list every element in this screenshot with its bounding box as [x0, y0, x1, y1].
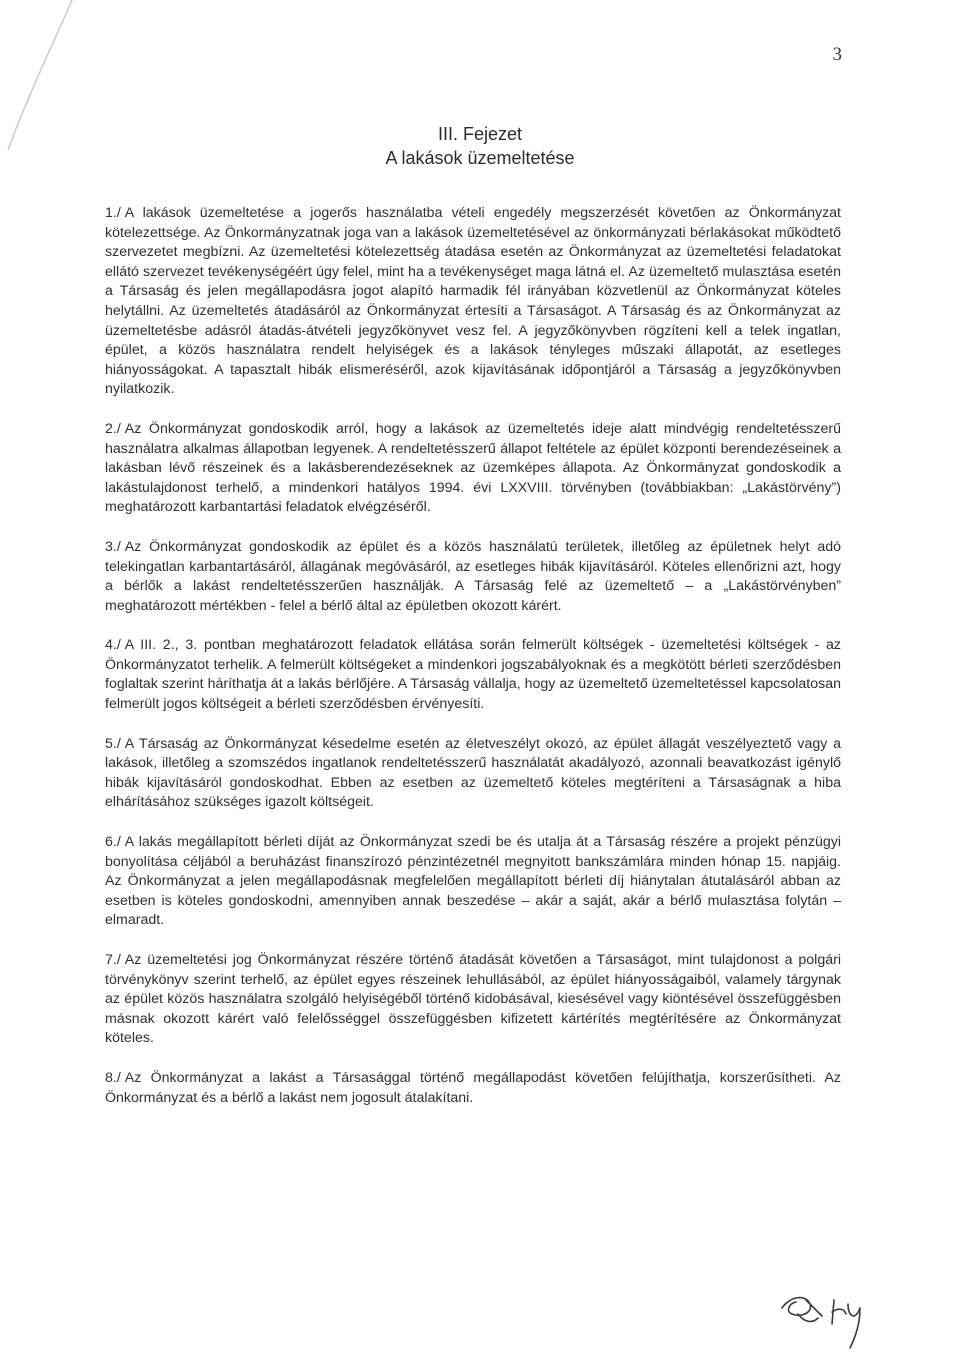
paragraph-text: A III. 2., 3. pontban meghatározott feladatok ellátása során felmerült költségek - üzemeltetési költségek - az Önkormányzatot terhelik. A felmerült költségeket a mindenkori jogszabályoknak és a megkötött bérleti szerződésben foglaltak szerint háríthatja át a lakás bérlőjére. A Társaság vállalja, hogy az üzemeltető üzemeltetéssel kapcsolatosan felmerült jogos költségeit a bérleti szerződésben érvényesíti. — [105, 637, 841, 713]
paragraph-5 — [105, 735, 841, 813]
paragraph-number: 6./ — [105, 834, 121, 851]
paragraph-number: 2./ — [105, 420, 121, 437]
paragraph-text: A lakások üzemeltetése a jogerős használatba vételi engedély megszerzését követően az Önkormányzat kötelezettsége. Az Önkormányzatnak joga van a lakások üzemeltetésével az önkormányzati bérlakásokat működtető szervezetet megbízni. Az üzemeltetési kötelezettség átadása esetén az Önkormányzat az üzemeltetési feladatokat ellátó szervezet tevékenységéért úgy felel, mint ha a tevékenységet maga látná el. Az üzemeltető mulasztása esetén a Társaság és jelen megállapodásra jogot alapító harmadik fél irányában közvetlenül az Önkormányzat köteles helytállni. Az üzemeltetés átadásáról az Önkormányzat értesíti a Társaságot. A Társaság és az Önkormányzat az üzemeltetésbe adásról átadás-átvételi jegyzőkönyvet vesz fel. A jegyzőkönyvben rögzíteni kell a telek ingatlan, épület, a közös használatra rendelt helyiségek és a lakások tényleges műszaki állapotát, az esetleges hiányosságokat. A tapasztalt hibák elismeréséről, azok kijavításának időpontjáról a Társaság a jegyzőkönyvben nyilatkozik. — [105, 205, 841, 398]
paragraph-6 — [105, 833, 841, 931]
handwritten-initials-signature — [776, 1278, 876, 1350]
chapter-heading — [0, 122, 960, 170]
paragraph-number: 7./ — [105, 952, 121, 968]
paragraph-7 — [105, 951, 841, 1049]
paragraph-text: Az Önkormányzat a lakást a Társasággal történő megállapodást követően felújíthatja, korszerűsítheti. Az Önkormányzat és a bérlő a lakást nem jogosult átalakítani. — [105, 1069, 841, 1106]
paragraph-number: 3./ — [105, 538, 121, 555]
paragraph-text: Az Önkormányzat gondoskodik arról, hogy a lakások az üzemeltetés ideje alatt mindvégig rendeltetésszerű használatra alkalmas állapotban legyenek. A rendeltetésszerű állapot feltétele az épület központi berendezéseinek a lakásban lévő részeinek és a lakásberendezéseknek az üzemképes állapota. Az Önkormányzat gondoskodik a lakástulajdonost terhelő, a mindenkori hatályos 1994. évi LXXVIII. törvényben (továbbiakban: „Lakástörvény”) meghatározott karbantartási feladatok elvégzéséről. — [105, 420, 841, 516]
paragraph-text: A lakás megállapított bérleti díját az Önkormányzat szedi be és utalja át a Társaság részére a projekt pénzügyi bonyolítása céljából a beruházást finanszírozó pénzintézetnél megnyitott bankszámlára minden hónap 15. napjáig. Az Önkormányzat a jelen megállapodásnak megfelelően megállapított bérleti díj hiánytalan átutalásáról abban az esetben is köteles gondoskodni, amennyiben annak beszedése – akár a saját, akár a bérlő mulasztása folytán – elmaradt. — [105, 834, 841, 929]
paragraph-number: 4./ — [105, 637, 121, 654]
chapter-number: III. Fejezet — [437, 124, 523, 144]
paragraph-3 — [105, 538, 841, 616]
paragraph-number: 5./ — [105, 735, 121, 752]
paragraph-text: Az Önkormányzat gondoskodik az épület és a közös használatú területek, illetőleg az épületnek helyt adó telekingatlan karbantartásáról, állagának megóvásáról, az esetleges hibák kijavításáról. Köteles ellenőrizni azt, hogy a bérlők a lakást rendeltetésszerűen használják. A Társaság felé az üzemeltető – a „Lakástörvényben” meghatározott mértékben - felel a bérlő által az épületben okozott kárért. — [105, 538, 841, 614]
paragraph-4 — [105, 636, 841, 714]
paragraph-2 — [105, 420, 841, 518]
paragraph-8 — [105, 1069, 841, 1108]
page-number: 3 — [832, 44, 842, 65]
chapter-title: A lakások üzemeltetése — [385, 148, 575, 168]
paragraph-number: 1./ — [105, 205, 121, 221]
paragraph-text: A Társaság az Önkormányzat késedelme esetén az életveszélyt okozó, az épület állagát veszélyeztető vagy a lakások, illetőleg a szomszédos ingatlanok rendeltetésszerű használatát akadályozó, azonnali beavatkozást igénylő hibák kijavításáról gondoskodhat. Ebben az esetben az üzemeltető köteles megtéríteni a Társaságnak a hiba elhárításához szükséges igazolt költségeit. — [105, 735, 841, 811]
document-body — [105, 204, 841, 1128]
paragraph-text: Az üzemeltetési jog Önkormányzat részére történő átadását követően a Társaságot, mint tulajdonost a polgári törvénykönyv szerint terhelő, az épület egyes részeinek lehullásából, az épület hiányosságaiból, valamely tárgynak az épület közös használatra szolgáló helyiségéből történő kidobásával, kiesésével vagy kiöntésével összefüggésben másnak okozott kárért való felelősséggel összefüggésben kifizetett kártérítés megtérítésére az Önkormányzat köteles. — [105, 952, 841, 1047]
paragraph-1 — [105, 204, 841, 400]
paragraph-number: 8./ — [105, 1069, 121, 1086]
